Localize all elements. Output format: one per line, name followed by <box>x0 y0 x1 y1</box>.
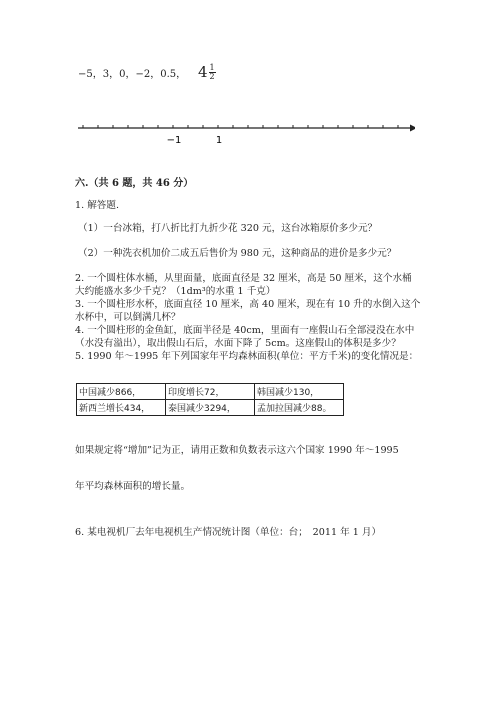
fraction-numerator: 1 <box>209 62 215 72</box>
q3-line2: 水杯中，可以倒满几杯？ <box>75 312 181 323</box>
tick-label-neg1: −1 <box>166 135 182 146</box>
mixed-number-fraction <box>209 64 216 81</box>
q6-line1: 6. 某电视机厂去年电视机生产情况统计图（单位：台； 2011 年 1 月） <box>75 527 382 538</box>
fraction-denominator: 2 <box>209 71 215 81</box>
q1-part2: （2）一种洗衣机加价二成五后售价为 980 元，这种商品的进价是多少元？ <box>78 248 397 259</box>
q3-line1: 3. 一个圆柱形水杯，底面直径 10 厘米，高 40 厘米，现在有 10 升的水倒入这个 <box>75 299 421 310</box>
q5-followup-line1: 如果规定将“增加”记为正，请用正数和负数表示这六个国家 1990 年～1995 <box>75 445 399 456</box>
table-row <box>77 384 344 400</box>
number-line-group <box>78 125 415 132</box>
number-list: −5，3，0，−2，0.5， <box>78 69 187 80</box>
q2-line2: 大约能盛水多少千克？（1dm³的水重 1 千克） <box>75 286 276 297</box>
q2-line1: 2. 一个圆柱体水桶，从里面量，底面直径是 32 厘米，高是 50 厘米，这个水桶 <box>75 273 412 284</box>
q1-title: 1. 解答题. <box>75 200 120 211</box>
number-line <box>75 118 415 148</box>
mixed-number <box>198 63 216 81</box>
tick-label-pos1: 1 <box>215 135 223 146</box>
table-row <box>77 400 344 416</box>
table-cell: 新西兰增长434， <box>77 400 166 416</box>
forest-change-table <box>76 383 344 416</box>
table-cell: 韩国减少130， <box>255 384 344 400</box>
table-cell: 孟加拉国减少88。 <box>255 400 344 416</box>
section-heading: 六.（共 6 题，共 46 分） <box>75 178 194 189</box>
q5-line1: 5. 1990 年～1995 年下列国家年平均森林面积(单位：平方千米)的变化情况是： <box>75 351 419 362</box>
table-cell: 中国减少866， <box>77 384 166 400</box>
q1-part1: （1）一台冰箱，打八折比打九折少花 320 元，这台冰箱原价多少元？ <box>78 223 378 234</box>
q4-line2: （水没有溢出），取出假山石后，水面下降了 5cm。这座假山的体积是多少？ <box>75 338 401 349</box>
number-line-arrow <box>410 125 415 132</box>
q5-followup-line2: 年平均森林面积的增长量。 <box>75 481 191 492</box>
table-cell: 印度增长72， <box>166 384 255 400</box>
table-cell: 泰国减少3294， <box>166 400 255 416</box>
mixed-number-whole: 4 <box>198 63 208 81</box>
q4-line1: 4. 一个圆柱形的金鱼缸，底面半径是 40cm，里面有一座假山石全部浸没在水中 <box>75 325 415 336</box>
